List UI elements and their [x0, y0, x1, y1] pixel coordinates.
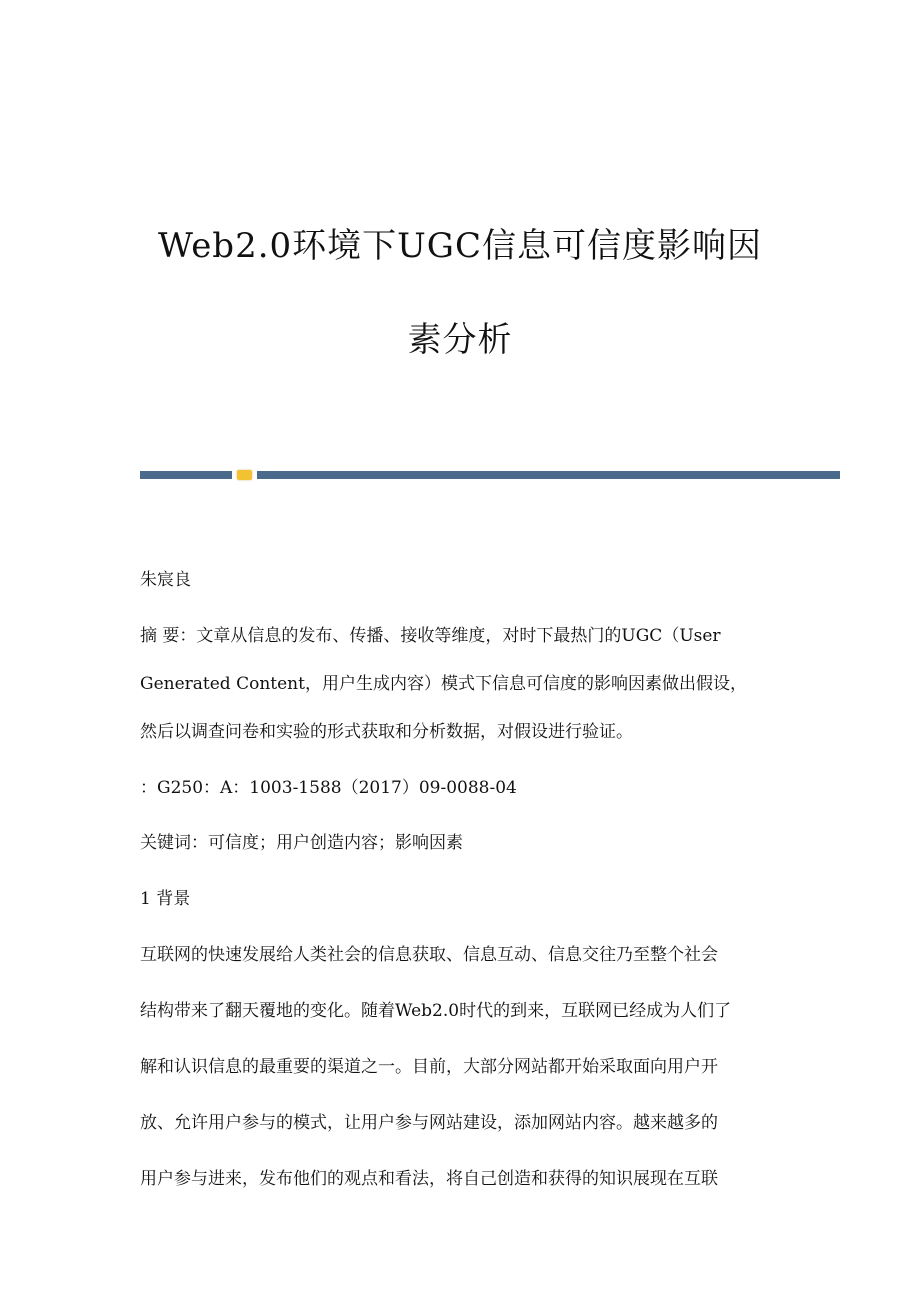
body-line: 解和认识信息的最重要的渠道之一。目前，大部分网站都开始采取面向用户开	[140, 1057, 718, 1077]
section-heading: 1 背景	[140, 889, 191, 909]
abstract-line: 然后以调查问卷和实验的形式获取和分析数据，对假设进行验证。	[140, 722, 633, 742]
divider-ornament-icon	[237, 470, 252, 480]
author: 朱宸良	[140, 570, 191, 590]
document-title-line-1: Web2.0环境下UGC信息可信度影响因	[158, 226, 762, 266]
body-line: 结构带来了翻天覆地的变化。随着Web2.0时代的到来，互联网已经成为人们了	[140, 1001, 732, 1021]
classification-number: ：G250：A：1003-1588（2017）09-0088-04	[140, 778, 517, 798]
document-title-line-2: 素分析	[407, 320, 513, 360]
keywords: 关键词：可信度；用户创造内容；影响因素	[140, 833, 463, 853]
abstract-line: Generated Content，用户生成内容）模式下信息可信度的影响因素做出假设，	[140, 674, 747, 694]
body-line: 用户参与进来，发布他们的观点和看法，将自己创造和获得的知识展现在互联	[140, 1169, 718, 1189]
divider-right	[257, 471, 840, 479]
body-line: 放、允许用户参与的模式，让用户参与网站建设，添加网站内容。越来越多的	[140, 1113, 718, 1133]
body-line: 互联网的快速发展给人类社会的信息获取、信息互动、信息交往乃至整个社会	[140, 945, 718, 965]
abstract-line: 摘 要：文章从信息的发布、传播、接收等维度，对时下最热门的UGC（User	[140, 626, 721, 646]
divider-left	[140, 471, 232, 479]
